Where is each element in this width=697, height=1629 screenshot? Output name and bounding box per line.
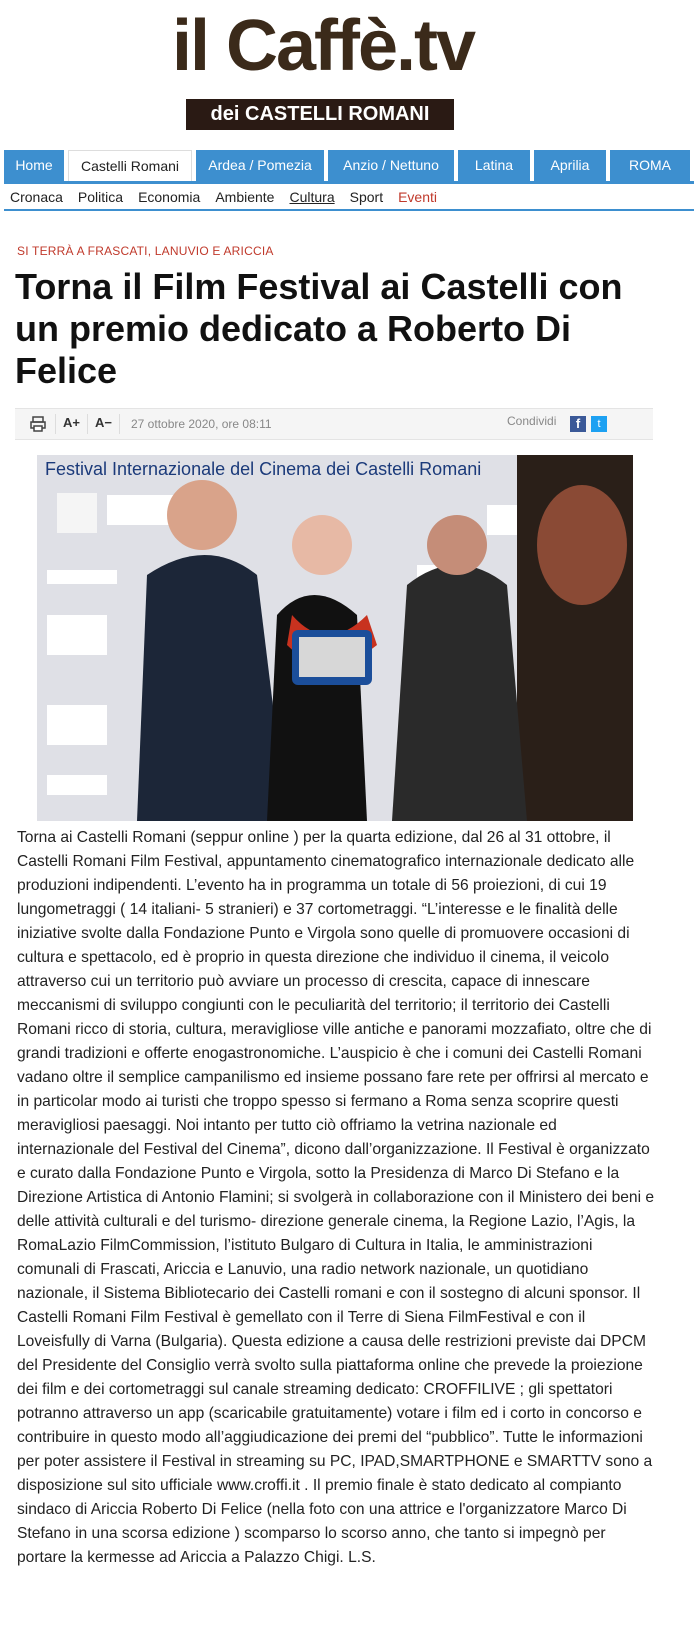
tab-latina[interactable]: Latina [458,150,530,181]
subnav-sport[interactable]: Sport [349,188,384,205]
subnav-cultura[interactable]: Cultura [289,188,335,205]
font-decrease-icon[interactable]: A− [95,415,112,430]
sub-nav [4,181,694,211]
facebook-icon[interactable]: f [570,416,586,432]
main-nav [4,150,694,181]
article-toolbar [15,408,653,440]
subnav-eventi[interactable]: Eventi [398,188,438,205]
tab-home[interactable]: Home [4,150,64,181]
logo-title: il Caffè.tv [171,6,475,86]
tab-roma[interactable]: ROMA [610,150,690,181]
tab-anzio-nettuno[interactable]: Anzio / Nettuno [328,150,454,181]
logo-subtitle: dei CASTELLI ROMANI [186,99,454,130]
tab-aprilia[interactable]: Aprilia [534,150,606,181]
article-kicker: SI TERRÀ A FRASCATI, LANUVIO E ARICCIA [17,244,274,258]
subnav-politica[interactable]: Politica [77,188,124,205]
subnav-cronaca[interactable]: Cronaca [10,188,63,205]
article-date: 27 ottobre 2020, ore 08:11 [131,417,272,431]
tab-castelli-romani[interactable]: Castelli Romani [68,150,192,181]
share-label: Condividi [507,414,557,428]
article-body: Torna ai Castelli Romani (seppur online ) per la quarta edizione, dal 26 al 31 ottobre, il Castelli Romani Film Festival, appuntamento cinematografico internazionale dedicato alle produzioni indipendenti. L’evento ha in programma un totale di 56 proiezioni, di cui 19 lungometraggi ( 14 italiani- 5 stranieri) e 37 cortometraggi. “L’interesse e le finalità delle iniziative svolte dalla Fondazione Punto e Virgola sono quelle di promuovere occasioni di cultura e spettacolo, ed è proprio in questa direzione che individuo il cinema, il veicolo attraverso cui un territorio può avviare un processo di crescita, capace di innescare meccanismi di sviluppo congiunti con le peculiarità del territorio; il territorio dei Castelli Romani ricco di storia, cultura, meravigliose ville antiche e panorami mozzafiato, oltre che di grandi tradizioni e offerte enogastronomiche. L’auspicio è che i comuni dei Castelli Romani vadano oltre il semplice campanilismo ed insieme possano fare rete per offrirsi al mercato e in particolar modo ai turisti che troppo spesso si fermano a Roma senza scoprire questi meravigliosi paesaggi. Noi intanto per tutto ciò offriamo la vetrina nazionale ed internazionale del Festival del Cinema”, dicono dall’organizzazione. Il Festival è organizzato e curato dalla Fondazione Punto e Virgola, sotto la Presidenza di Marco Di Stefano e la Direzione Artistica di Antonio Flamini; si svolgerà in collaborazione con il Ministero dei beni e delle attività culturali e del turismo- direzione generale cinema, la Regione Lazio, l’Agis, la RomaLazio FilmCommission, l’istituto Bulgaro di Cultura in Italia, le amministrazioni comunali di Frascati, Ariccia e Lanuvio, una radio network nazionale, un quotidiano nazionale, il Sistema Bibliotecario dei Castelli romani e con il sostegno di alcuni sponsor. Il Castelli Romani Film Festival è gemellato con il Terre di Siena FilmFestival e con il Loveisfully di Varna (Bulgaria). Questa edizione a causa delle restrizioni previste dai DPCM del Presidente del Consiglio verrà svolto sulla piattaforma online che prevede la proiezione dei film e dei cortometraggi sul canale streaming dedicato: CROFFILIVE ; gli spettatori potranno attraverso un app (scaricabile gratuitamente) votare i film ed i corto in concorso e contribuire in questo modo all’aggiudicazione dei premi del “pubblico”. Tutte le informazioni per poter assistere il Festival in streaming su PC, IPAD,SMARTPHONE e SMARTTV sono a disposizione sul sito ufficiale www.croffi.it . Il premio finale è stato dedicato al compianto sindaco di Ariccia Roberto Di Felice (nella foto con una attrice e l'organizzatore Marco Di Stefano in una scorsa edizione ) scomparso lo scorso anno, che tanto si impegnò per portare la kermesse ad Ariccia a Palazzo Chigi. L.S. [17,829,655,1566]
tab-ardea-pomezia[interactable]: Ardea / Pomezia [196,150,324,181]
subnav-economia[interactable]: Economia [138,188,201,205]
twitter-icon[interactable]: t [591,416,607,432]
photo-banner-text: Festival Internazionale del Cinema dei Castelli Romani [45,459,482,479]
site-logo[interactable] [158,6,488,86]
subnav-ambiente[interactable]: Ambiente [215,188,275,205]
font-increase-icon[interactable]: A+ [63,415,80,430]
printer-icon[interactable] [29,415,47,433]
article-title: Torna il Film Festival ai Castelli con un premio dedicato a Roberto Di Felice [15,266,623,391]
article-photo [37,455,633,821]
